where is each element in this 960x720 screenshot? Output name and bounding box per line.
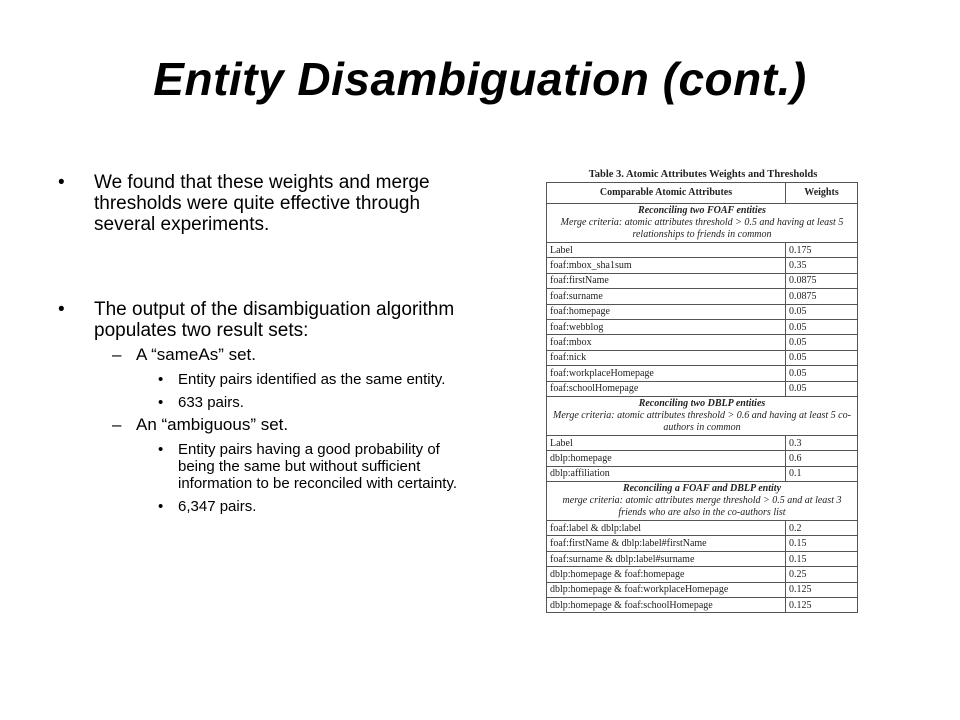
weight-cell: 0.15 — [786, 551, 858, 566]
table-row — [547, 435, 858, 450]
section-header — [547, 204, 858, 243]
sub-bullet-ambiguous — [58, 415, 468, 435]
attribute-cell: Label — [547, 243, 786, 258]
attribute-cell: foaf:label & dblp:label — [547, 521, 786, 536]
sub-sub-bullet-text: Entity pairs having a good probability of being the same but without sufficient information to be reconciled with certainty. — [178, 441, 458, 492]
table-row — [547, 319, 858, 334]
sub-bullet-text: An “ambiguous” set. — [136, 415, 289, 434]
weight-cell: 0.175 — [786, 243, 858, 258]
sub-bullet-text: A “sameAs” set. — [136, 345, 256, 364]
sub-sub-bullet: • 633 pairs. — [158, 394, 244, 411]
table-row — [547, 451, 858, 466]
attribute-cell: foaf:firstName — [547, 273, 786, 288]
sub-sub-bullet-text: 633 pairs. — [178, 394, 244, 411]
weight-cell: 0.0875 — [786, 289, 858, 304]
attribute-cell: dblp:homepage & foaf:schoolHomepage — [547, 598, 786, 613]
bullet-weights — [58, 172, 468, 235]
header-weights: Weights — [786, 183, 858, 204]
table-row — [547, 289, 858, 304]
weight-cell: 0.2 — [786, 521, 858, 536]
attribute-cell: foaf:surname & dblp:label#surname — [547, 551, 786, 566]
section-criteria: Merge criteria: atomic attributes threshold > 0.6 and having at least 5 co-authors in common — [553, 409, 851, 433]
table-row — [547, 536, 858, 551]
section-heading: Reconciling two DBLP entities — [638, 397, 766, 409]
section-heading: Reconciling a FOAF and DBLP entity — [622, 483, 782, 495]
attribute-cell: Label — [547, 435, 786, 450]
attribute-cell: foaf:mbox_sha1sum — [547, 258, 786, 273]
table-row — [547, 582, 858, 597]
attribute-cell: foaf:webblog — [547, 319, 786, 334]
weight-cell: 0.35 — [786, 258, 858, 273]
header-attributes: Comparable Atomic Attributes — [547, 183, 786, 204]
weight-cell: 0.05 — [786, 335, 858, 350]
table-row — [547, 551, 858, 566]
weights-table-image — [544, 168, 862, 640]
bullet-dot: • — [58, 299, 65, 320]
section-criteria: merge criteria: atomic attributes merge threshold > 0.5 and at least 3 friends who are also in the co-authors list — [562, 495, 842, 519]
attribute-cell: foaf:firstName & dblp:label#firstName — [547, 536, 786, 551]
attribute-cell: dblp:affiliation — [547, 466, 786, 481]
bullet-text: We found that these weights and merge thresholds were quite effective through several experiments. — [94, 172, 430, 235]
weight-cell: 0.05 — [786, 350, 858, 365]
weight-cell: 0.05 — [786, 319, 858, 334]
weight-cell: 0.1 — [786, 466, 858, 481]
table-row — [547, 521, 858, 536]
attribute-cell: foaf:mbox — [547, 335, 786, 350]
weight-cell: 0.25 — [786, 567, 858, 582]
table-row — [547, 466, 858, 481]
section-header-row — [547, 204, 858, 243]
bullet-output — [58, 299, 468, 341]
table-row — [547, 243, 858, 258]
section-criteria: Merge criteria: atomic attributes threshold > 0.5 and having at least 5 relationships to friends in common — [560, 217, 844, 240]
section-header — [547, 396, 858, 435]
attribute-cell: dblp:homepage & foaf:homepage — [547, 567, 786, 582]
table-row — [547, 258, 858, 273]
attribute-cell: foaf:surname — [547, 289, 786, 304]
table-caption: Table 3. Atomic Attributes Weights and Thresholds — [588, 169, 818, 180]
attribute-cell: foaf:workplaceHomepage — [547, 366, 786, 381]
weight-cell: 0.125 — [786, 598, 858, 613]
weight-cell: 0.05 — [786, 381, 858, 396]
table-row — [547, 567, 858, 582]
section-header-row — [547, 482, 858, 521]
table-row — [547, 366, 858, 381]
section-heading: Reconciling two FOAF entities — [638, 205, 766, 216]
dash-marker: – — [112, 415, 122, 434]
attribute-cell: dblp:homepage — [547, 451, 786, 466]
table-row — [547, 381, 858, 396]
weight-cell: 0.0875 — [786, 273, 858, 288]
attribute-cell: foaf:homepage — [547, 304, 786, 319]
bullet-text: The output of the disambiguation algorithm populates two result sets: — [94, 299, 455, 341]
section-header — [547, 482, 858, 521]
table-row — [547, 335, 858, 350]
weight-cell: 0.6 — [786, 451, 858, 466]
table-row — [547, 350, 858, 365]
table-row — [547, 598, 858, 613]
weight-cell: 0.3 — [786, 435, 858, 450]
weight-cell: 0.05 — [786, 304, 858, 319]
sub-bullet-sameas — [58, 345, 468, 365]
sub-sub-bullet-text: 6,347 pairs. — [178, 498, 257, 515]
slide-title: Entity Disambiguation (cont.) — [153, 53, 807, 105]
attribute-cell: foaf:schoolHomepage — [547, 381, 786, 396]
bullet-list — [58, 172, 468, 515]
weights-table — [546, 182, 858, 613]
weight-cell: 0.125 — [786, 582, 858, 597]
sub-sub-bullet-text: Entity pairs identified as the same entity. — [178, 371, 446, 388]
bullet-dot: • — [58, 172, 65, 193]
weight-cell: 0.05 — [786, 366, 858, 381]
dash-marker: – — [112, 345, 122, 364]
sub-sub-bullet: • 6,347 pairs. — [158, 498, 257, 515]
table-row — [547, 304, 858, 319]
attribute-cell: dblp:homepage & foaf:workplaceHomepage — [547, 582, 786, 597]
sub-sub-bullet: • Entity pairs identified as the same entity. — [158, 371, 446, 388]
weight-cell: 0.15 — [786, 536, 858, 551]
table-header-row — [547, 183, 858, 204]
table-row — [547, 273, 858, 288]
attribute-cell: foaf:nick — [547, 350, 786, 365]
section-header-row — [547, 396, 858, 435]
sub-sub-bullet: • Entity pairs having a good probability of being the same but without sufficient information to be reconciled with certainty. — [158, 441, 458, 492]
